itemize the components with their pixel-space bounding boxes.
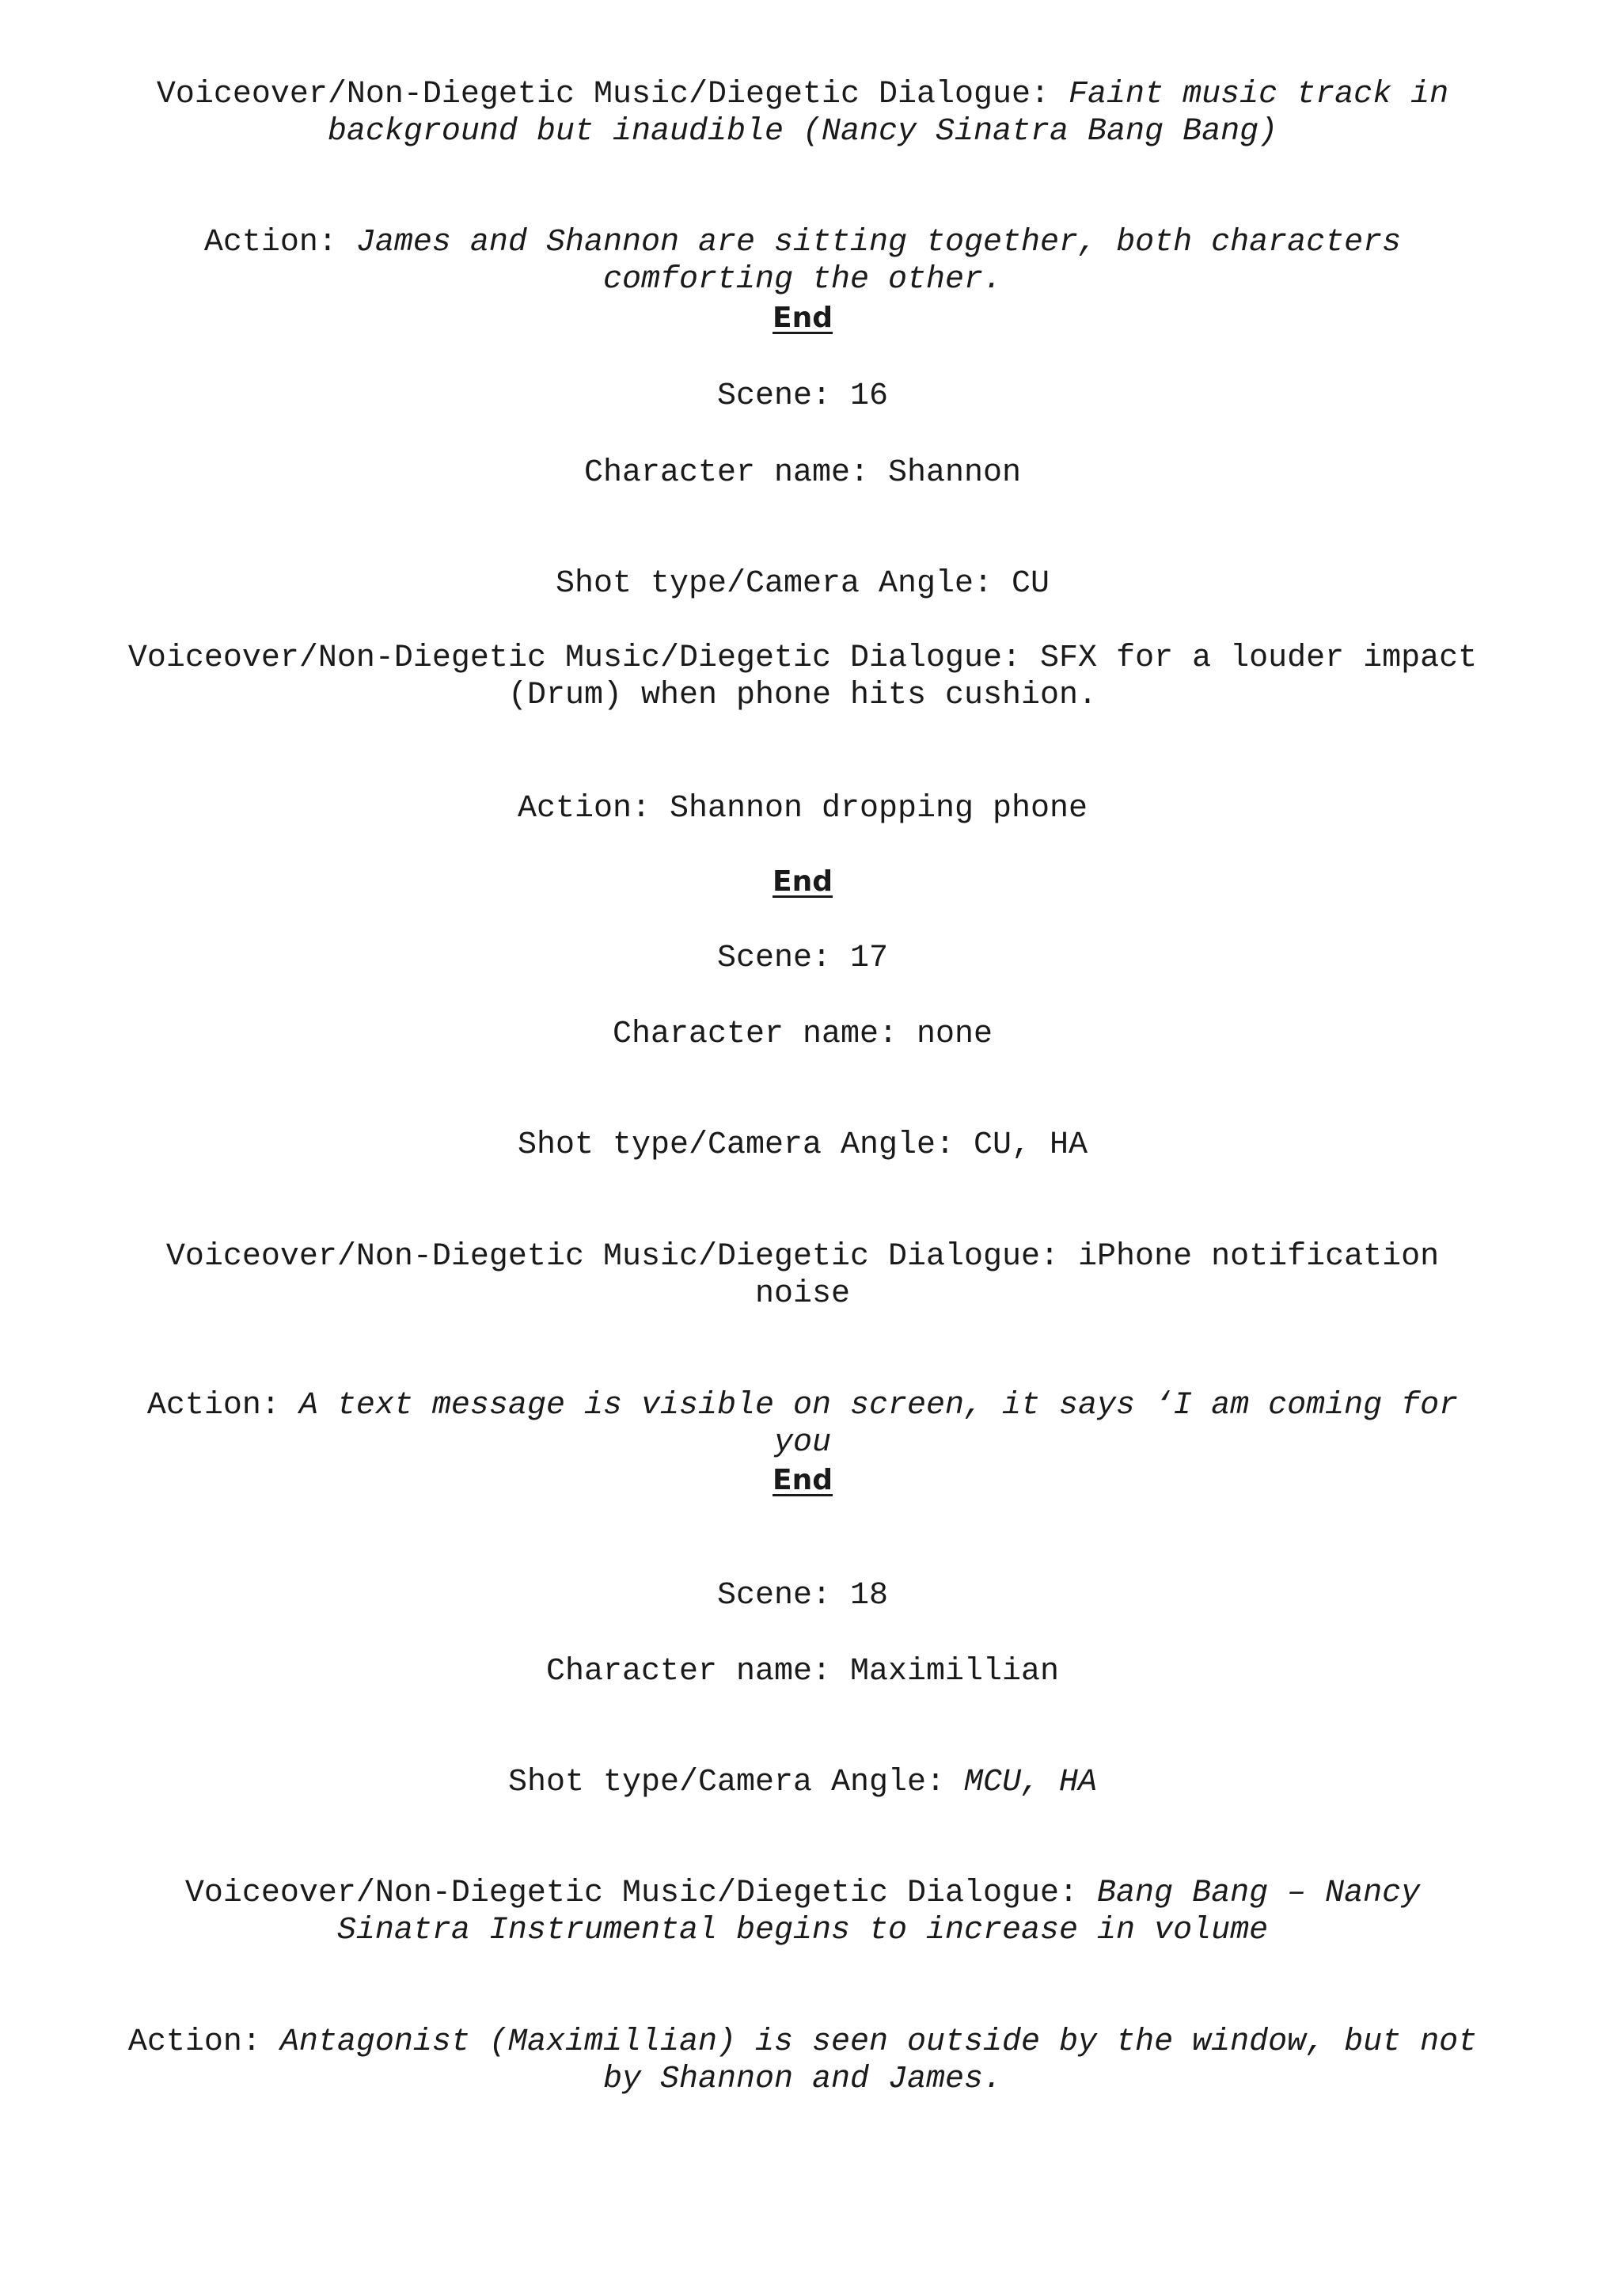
end-label: End — [773, 302, 833, 334]
audio-line — [87, 76, 1518, 113]
scene-end-marker — [87, 1462, 1518, 1500]
audio-label: Voiceover/Non-Diegetic Music/Diegetic Dialogue: — [156, 77, 1069, 112]
character-name: Character name: Maximillian — [545, 1654, 1060, 1690]
shot-type: Shot type/Camera Angle: CU — [555, 566, 1050, 602]
action-value: A text message is visible on screen, it says ‘I am coming for — [298, 1388, 1459, 1424]
audio-line-continued: background but inaudible (Nancy Sinatra Bang Bang) — [327, 114, 1278, 150]
shot-type: Shot type/Camera Angle: CU, HA — [517, 1127, 1088, 1163]
action-line — [87, 1387, 1518, 1424]
action-line-continued: by Shannon and James. — [602, 2062, 1003, 2097]
character-name: Character name: none — [612, 1017, 993, 1052]
audio-line-continued: noise — [754, 1276, 851, 1312]
audio-line-continued: (Drum) when phone hits cushion. — [507, 678, 1098, 713]
audio-value: Bang Bang – Nancy — [1097, 1876, 1421, 1911]
action-label: Action: — [203, 225, 356, 260]
action-value: James and Shannon are sitting together, both characters — [355, 225, 1402, 260]
scene-end-marker — [87, 863, 1518, 902]
audio-line — [87, 1875, 1518, 1912]
action-line — [87, 2024, 1518, 2061]
scene-number: Scene: 17 — [716, 941, 889, 976]
action-line — [87, 224, 1518, 261]
action-label: Action: — [127, 2024, 280, 2060]
action-line-continued: you — [773, 1425, 831, 1461]
scene-number: Scene: 18 — [716, 1578, 889, 1614]
shot-value: MCU, HA — [964, 1765, 1098, 1800]
scene-number: Scene: 16 — [716, 378, 889, 414]
shot-label: Shot type/Camera Angle: — [507, 1765, 965, 1800]
action-value: Antagonist (Maximillian) is seen outside by the window, but not — [279, 2024, 1478, 2060]
audio-line: Voiceover/Non-Diegetic Music/Diegetic Dialogue: iPhone notification — [165, 1239, 1440, 1275]
action-line: Action: Shannon dropping phone — [517, 791, 1088, 827]
action-line-continued: comforting the other. — [602, 262, 1003, 298]
character-name: Character name: Shannon — [583, 455, 1022, 491]
audio-line: Voiceover/Non-Diegetic Music/Diegetic Dialogue: SFX for a louder impact — [127, 641, 1478, 676]
audio-label: Voiceover/Non-Diegetic Music/Diegetic Dialogue: — [184, 1876, 1098, 1911]
scene-end-marker — [87, 299, 1518, 338]
audio-value: Faint music track in — [1069, 77, 1449, 112]
end-label: End — [773, 865, 833, 898]
end-label: End — [773, 1464, 833, 1496]
action-label: Action: — [146, 1388, 299, 1424]
audio-line-continued: Sinatra Instrumental begins to increase in volume — [336, 1913, 1269, 1948]
shot-type — [87, 1764, 1518, 1801]
